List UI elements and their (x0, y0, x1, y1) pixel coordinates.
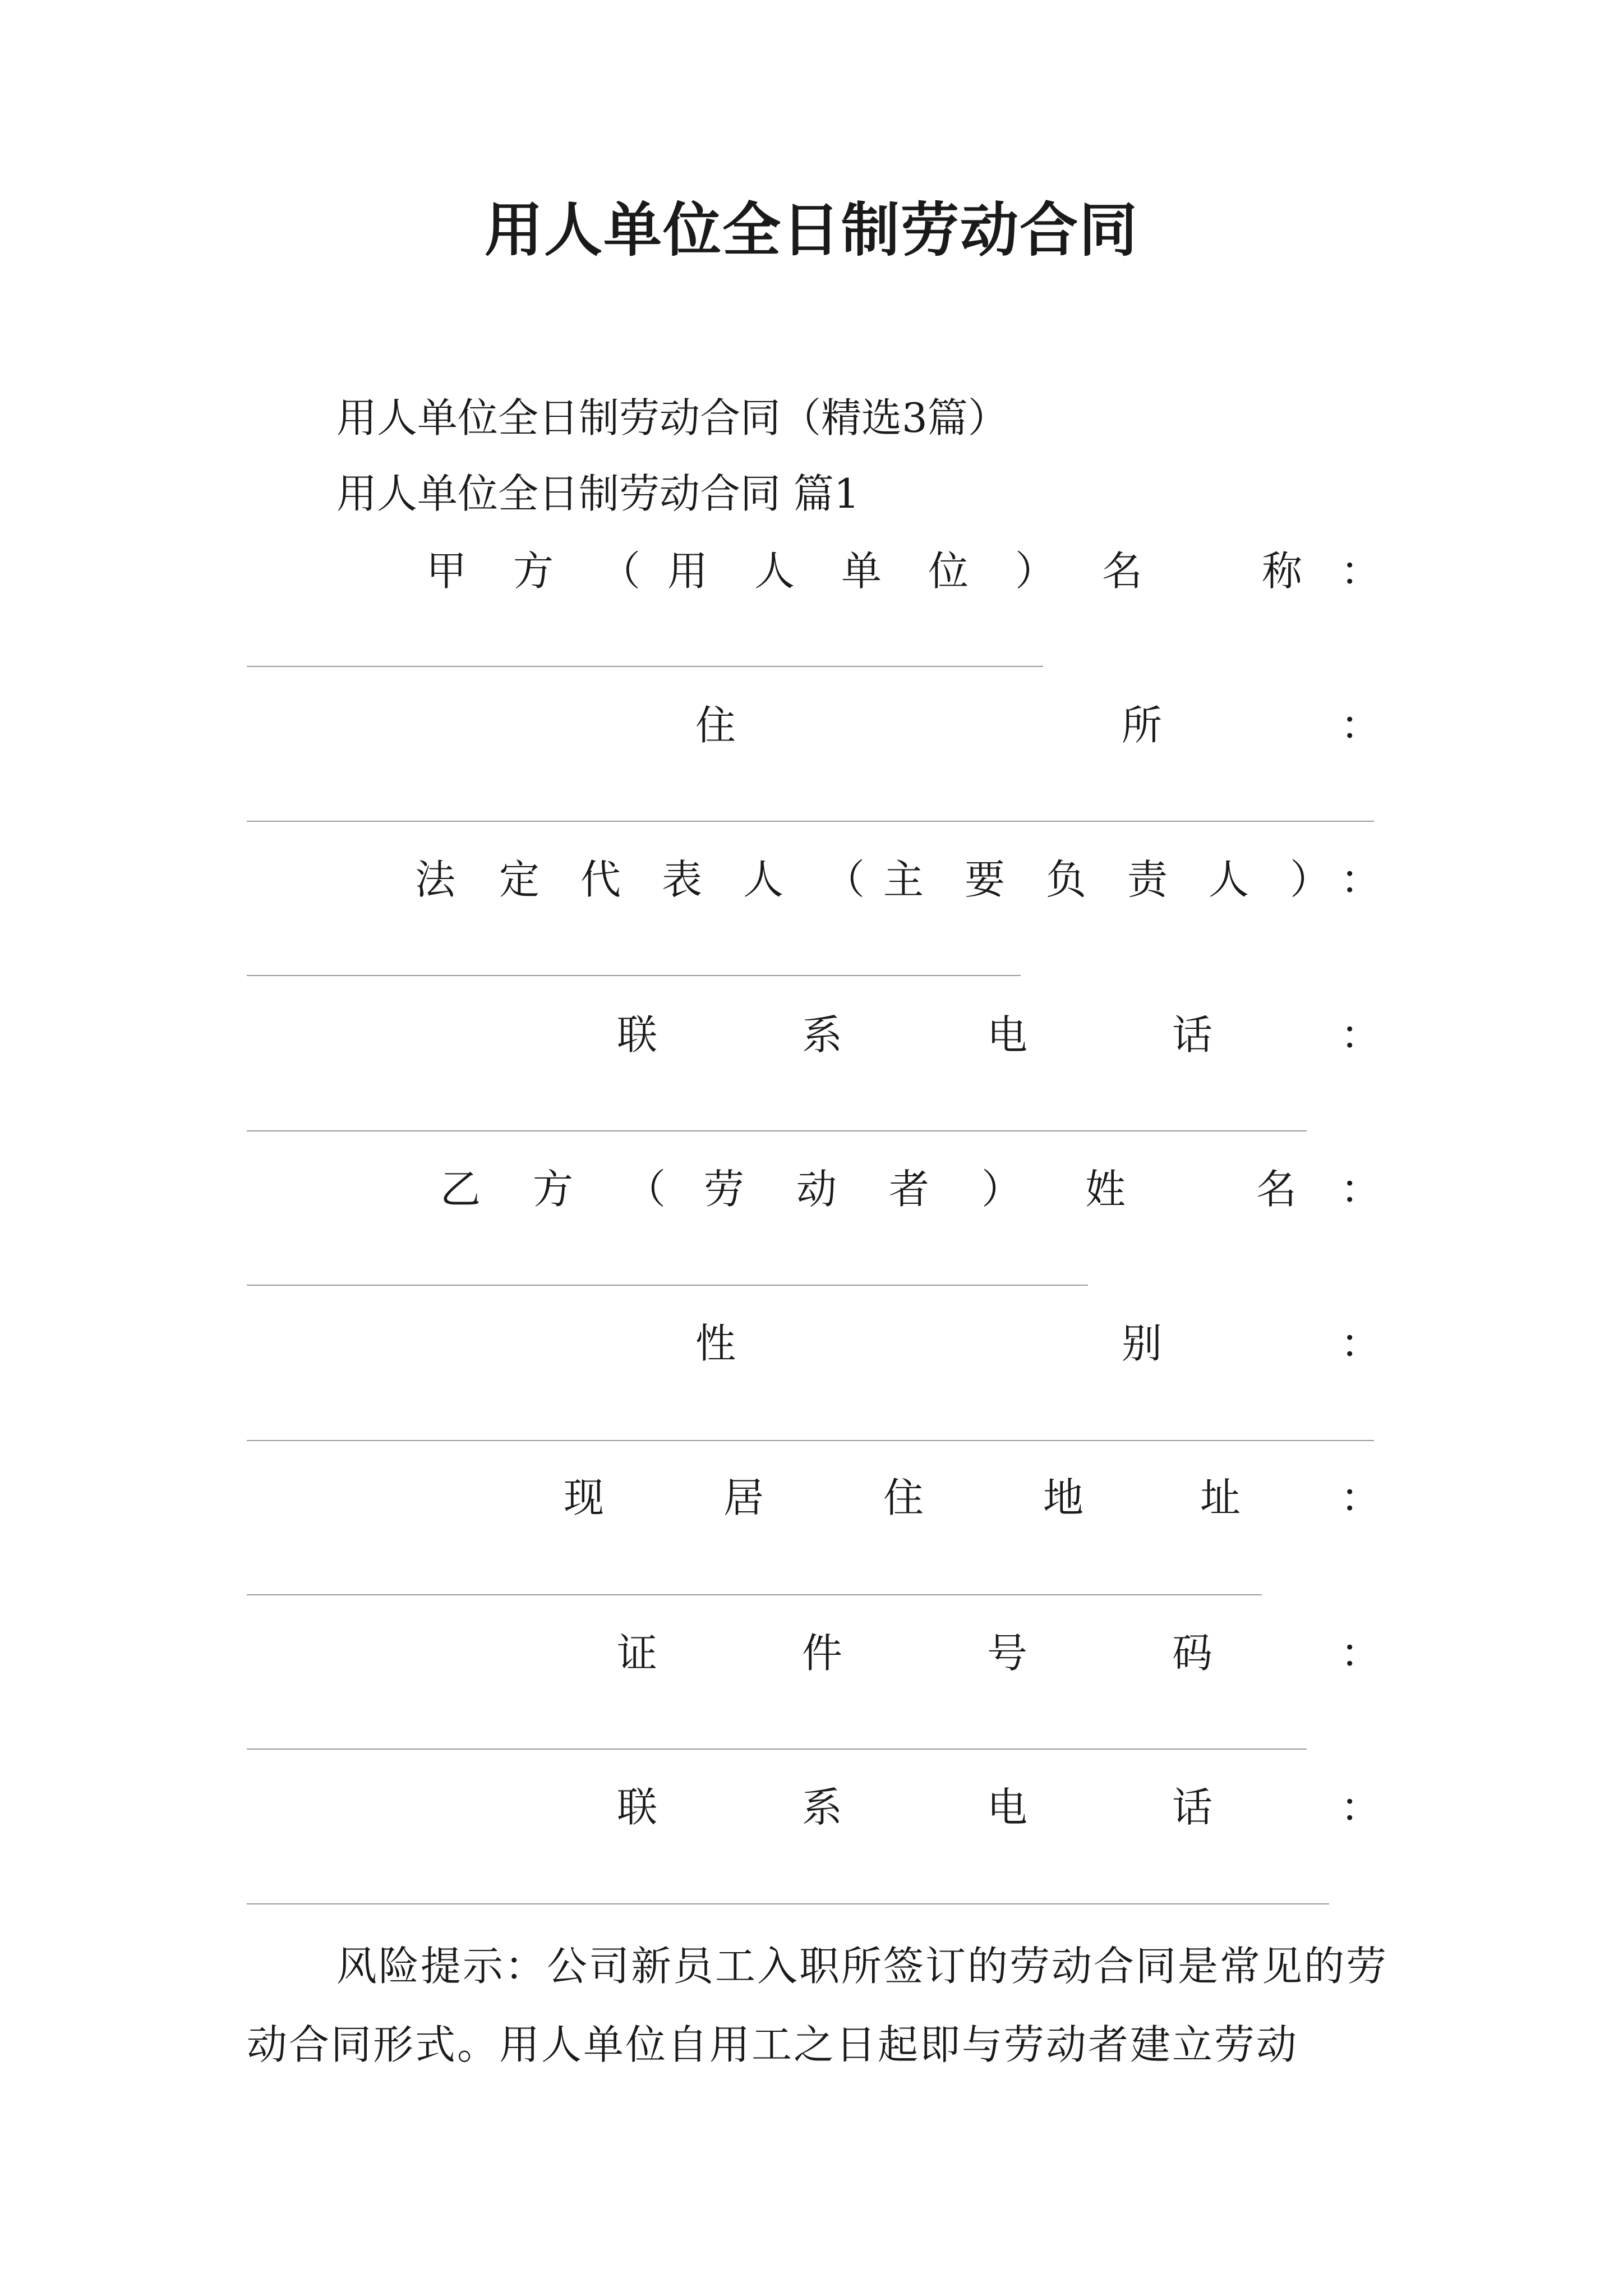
field-label-party-b-name (247, 1161, 1381, 1217)
label-char: 号 (987, 1630, 1028, 1677)
fill-in-line-party-a-phone[interactable] (247, 1130, 1307, 1131)
label-char: 人 (743, 856, 784, 903)
label-char: 系 (802, 1011, 843, 1059)
fill-in-line-party-b-phone[interactable] (247, 1903, 1329, 1904)
label-char: 法 (415, 856, 456, 903)
label-char: 性 (695, 1320, 736, 1367)
field-label-id-number (247, 1625, 1381, 1681)
label-char: 用 (667, 547, 708, 595)
fill-in-line-party-b-name[interactable] (247, 1285, 1088, 1286)
field-label-party-a-phone (247, 1007, 1381, 1063)
label-char: 单 (841, 547, 882, 595)
fill-in-line-gender[interactable] (247, 1440, 1374, 1441)
label-char: 话 (1172, 1784, 1213, 1831)
label-char: 责 (1127, 856, 1168, 903)
label-char: 联 (617, 1784, 658, 1831)
label-char: 要 (965, 856, 1006, 903)
label-char: 动 (796, 1166, 837, 1213)
label-char: 话 (1172, 1011, 1213, 1059)
label-char: 地 (1043, 1474, 1084, 1521)
label-char: 者 (889, 1166, 930, 1213)
label-char: 人 (1209, 856, 1249, 903)
label-char: 方 (513, 547, 554, 595)
label-char: 住 (883, 1474, 924, 1521)
label-char: 主 (883, 856, 924, 903)
label-char: 位 (928, 547, 969, 595)
field-label-address (247, 697, 1381, 753)
label-char: 代 (580, 856, 621, 903)
label-colon: ： (1340, 856, 1381, 903)
field-label-party-a-name (247, 543, 1381, 599)
label-colon: ： (1340, 1474, 1381, 1521)
field-label-gender (247, 1315, 1381, 1372)
field-label-party-b-phone (247, 1779, 1381, 1835)
label-char: 负 (1046, 856, 1087, 903)
label-char: 方 (533, 1166, 574, 1213)
label-char: 名 (1102, 547, 1143, 595)
field-label-legal-representative (247, 852, 1381, 908)
label-char: 证 (617, 1630, 658, 1677)
label-char: （ (600, 547, 641, 595)
label-char: 姓 (1085, 1166, 1126, 1213)
label-char: 乙 (440, 1166, 481, 1213)
label-char: 表 (662, 856, 703, 903)
label-char: 电 (987, 1784, 1028, 1831)
label-char: 所 (1122, 702, 1163, 749)
page-title: 用人单位全日制劳动合同 (484, 196, 1138, 264)
label-colon: ： (1340, 1630, 1381, 1677)
label-char: 人 (754, 547, 795, 595)
section-heading: 用人单位全日制劳动合同 篇1 (336, 470, 860, 517)
label-char: 居 (723, 1474, 764, 1521)
label-char: 称 (1262, 547, 1303, 595)
label-colon: ： (1340, 1784, 1381, 1831)
label-colon: ： (1340, 1320, 1381, 1367)
label-char: 别 (1122, 1320, 1163, 1367)
fill-in-line-address[interactable] (247, 821, 1374, 822)
fill-in-line-current-address[interactable] (247, 1594, 1262, 1595)
label-char: ） (1015, 547, 1056, 595)
label-colon: ： (1340, 702, 1381, 749)
label-char: （ (625, 1166, 666, 1213)
fill-in-line-id-number[interactable] (247, 1749, 1307, 1750)
label-char: 系 (802, 1784, 843, 1831)
label-char: 劳 (704, 1166, 745, 1213)
label-colon: ： (1340, 1166, 1381, 1213)
field-label-current-address (247, 1470, 1381, 1526)
label-char: 定 (499, 856, 540, 903)
label-char: 码 (1172, 1630, 1213, 1677)
label-colon: ： (1340, 1011, 1381, 1059)
document-subtitle: 用人单位全日制劳动合同（精选3篇） (336, 394, 1008, 441)
label-char: （ (824, 856, 865, 903)
label-char: 联 (617, 1011, 658, 1059)
label-char: 电 (987, 1011, 1028, 1059)
label-char: 件 (802, 1630, 843, 1677)
label-char: 现 (564, 1474, 605, 1521)
fill-in-line-legal-representative[interactable] (247, 975, 1021, 976)
label-char: ） (1290, 856, 1331, 903)
label-char: 址 (1200, 1474, 1241, 1521)
risk-notice-paragraph: 风险提示：公司新员工入职所签订的劳动合同是常见的劳动合同形式。用人单位自用工之日起即与劳动者建立劳动 (247, 1943, 1389, 2068)
label-colon: ： (1340, 547, 1381, 595)
label-char: 住 (695, 702, 736, 749)
label-char: ） (981, 1166, 1022, 1213)
label-char: 甲 (426, 547, 467, 595)
fill-in-line-party-a-name[interactable] (247, 666, 1043, 667)
label-char: 名 (1256, 1166, 1297, 1213)
